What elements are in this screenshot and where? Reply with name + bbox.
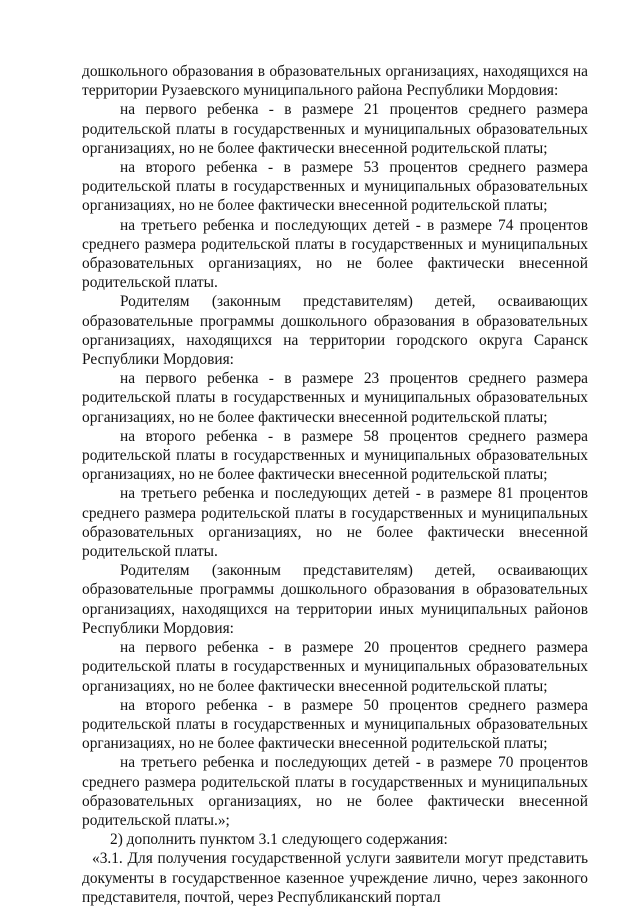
paragraph-saransk-intro: Родителям (законным представителям) детей, осваивающих образовательные программы дошкольного образования в образовательных организациях, находящихся на территории городского округа Саранск Республики Мордовия: (82, 293, 588, 369)
paragraph-ruzaevka-intro: дошкольного образования в образовательных организациях, находящихся на территории Рузаевского муниципального района Республики Мордовия: (82, 63, 588, 100)
paragraph-amendment-item-2: 2) дополнить пунктом 3.1 следующего содержания: (110, 831, 448, 849)
paragraph-saransk-first-child: на первого ребенка - в размере 23 процентов среднего размера родительской платы в государственных и муниципальных образовательных организациях, но не более фактически внесенной родительской платы; (82, 370, 588, 426)
paragraph-ruzaevka-third-child: на третьего ребенка и последующих детей - в размере 74 процентов среднего размера родительской платы в государственных и муниципальных образовательных организациях, но не более фактически внесенной родительской платы. (82, 216, 588, 292)
paragraph-other-districts-second-child: на второго ребенка - в размере 50 процентов среднего размера родительской платы в государственных и муниципальных образовательных организациях, но не более фактически внесенной родительской платы; (82, 696, 588, 753)
paragraph-other-districts-intro: Родителям (законным представителям) детей, осваивающих образовательные программы дошкольного образования в образовательных организациях, находящихся на территории иных муниципальных районов Республики Мордовия: (82, 562, 588, 637)
paragraph-ruzaevka-second-child: на второго ребенка - в размере 53 процентов среднего размера родительской платы в государственных и муниципальных образовательных организациях, но не более фактически внесенной родительской платы; (82, 159, 588, 215)
paragraph-ruzaevka-first-child: на первого ребенка - в размере 21 процентов среднего размера родительской платы в государственных и муниципальных образовательных организациях, но не более фактически внесенной родительской платы; (82, 101, 588, 157)
document-body (82, 62, 588, 907)
paragraph-saransk-second-child: на второго ребенка - в размере 58 процентов среднего размера родительской платы в государственных и муниципальных образовательных организациях, но не более фактически внесенной родительской платы; (82, 427, 588, 484)
paragraph-other-districts-first-child: на первого ребенка - в размере 20 процентов среднего размера родительской платы в государственных и муниципальных образовательных организациях, но не более фактически внесенной родительской платы; (82, 639, 588, 695)
paragraph-other-districts-third-child: на третьего ребенка и последующих детей - в размере 70 процентов среднего размера родительской платы в государственных и муниципальных образовательных организациях, но не более фактически внесенной родительской платы.»; (82, 754, 588, 829)
paragraph-saransk-third-child: на третьего ребенка и последующих детей - в размере 81 процентов среднего размера родительской платы в государственных и муниципальных образовательных организациях, но не более фактически внесенной родительской платы. (82, 485, 588, 561)
paragraph-clause-3-1: «3.1. Для получения государственной услуги заявители могут представить документы в государственное казенное учреждение лично, через законного представителя, почтой, через Республиканский портал (82, 850, 588, 906)
